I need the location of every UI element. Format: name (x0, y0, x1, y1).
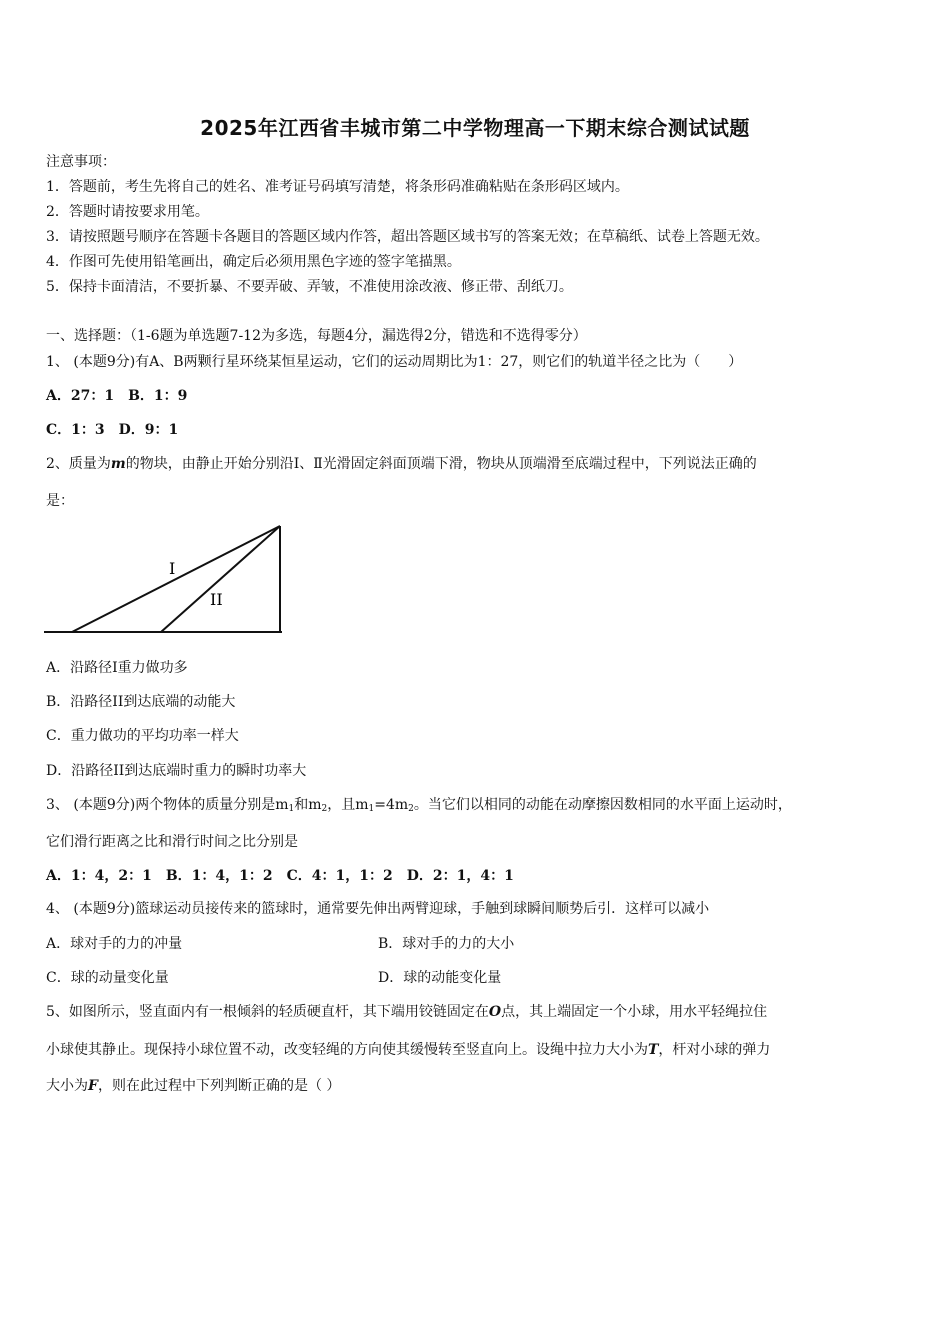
question-2-stem-cont: 是： (46, 493, 74, 509)
path-1-label: I (169, 559, 176, 578)
path-2-label: II (210, 590, 223, 609)
page-title: 2025年江西省丰城市第二中学物理高一下期末综合测试试题 (200, 116, 750, 140)
question-4-option-b: B．球对手的力的大小 (378, 936, 515, 952)
notice-heading: 注意事项： (46, 154, 116, 170)
section-heading: 一、选择题：（1-6题为单选题7-12为多选，每题4分，漏选得2分，错选和不选得零分） (46, 328, 587, 344)
var-m: m (110, 456, 126, 472)
question-4-option-a: A．球对手的力的冲量 (46, 936, 183, 952)
notice-item: 4．作图可先使用铅笔画出，确定后必须用黑色字迹的签字笔描黑。 (46, 254, 461, 270)
question-3-options: A．1：4，2：1 B．1：4，1：2 C．4：1，1：2 D．2：1，4：1 (46, 868, 514, 884)
question-4-stem: 4、 (本题9分)篮球运动员接传来的篮球时，通常要先伸出两臂迎球，手触到球瞬间顺势后引．这样可以减小 (46, 901, 710, 917)
incline-figure (44, 520, 290, 636)
incline-path-1 (72, 526, 280, 632)
question-3-stem-cont: 它们滑行距离之比和滑行时间之比分别是 (46, 834, 298, 850)
question-2-option-b: B．沿路径II到达底端的动能大 (46, 694, 236, 710)
question-2-stem: 2、质量为m的物块，由静止开始分别沿Ⅰ、Ⅱ光滑固定斜面顶端下滑，物块从顶端滑至底端过程中，下列说法正确的 (46, 456, 757, 472)
question-4-option-d: D．球的动能变化量 (378, 970, 502, 986)
question-1-options-cd: C．1：3 D．9：1 (46, 422, 179, 438)
incline-path-2 (161, 526, 280, 632)
question-3-stem: 3、 (本题9分)两个物体的质量分别是$m_1$和$m_2$，且$m_1=4m_2$。当它们以相同的动能在动摩擦因数相同的水平面上运动时， (46, 797, 792, 814)
question-2-option-d: D．沿路径II到达底端时重力的瞬时功率大 (46, 763, 307, 779)
question-1-options-ab: A．27：1 B．1：9 (46, 388, 188, 404)
question-5-stem: 5、如图所示，竖直面内有一根倾斜的轻质硬直杆，其下端用铰链固定在O点，其上端固定一个小球，用水平轻绳拉住 (46, 1004, 768, 1020)
question-2-option-a: A．沿路径Ⅰ重力做功多 (46, 660, 188, 676)
notice-item: 1．答题前，考生先将自己的姓名、准考证号码填写清楚，将条形码准确粘贴在条形码区域内。 (46, 179, 629, 195)
notice-item: 2．答题时请按要求用笔。 (46, 204, 209, 220)
notice-item: 3．请按照题号顺序在答题卡各题目的答题区域内作答，超出答题区域书写的答案无效；在草稿纸、试卷上答题无效。 (46, 229, 769, 245)
question-1-stem: 1、 (本题9分)有A、B两颗行星环绕某恒星运动，它们的运动周期比为1：27，则它们的轨道半径之比为（ ） (46, 354, 743, 370)
question-5-stem-cont: 大小为F，则在此过程中下列判断正确的是（ ） (46, 1078, 341, 1094)
question-4-option-c: C．球的动量变化量 (46, 970, 169, 986)
question-5-stem-cont: 小球使其静止。现保持小球位置不动，改变轻绳的方向使其缓慢转至竖直向上。设绳中拉力大小为T，杆对小球的弹力 (46, 1042, 771, 1058)
notice-item: 5．保持卡面清洁，不要折暴、不要弄破、弄皱，不准使用涂改液、修正带、刮纸刀。 (46, 279, 573, 295)
question-2-option-c: C．重力做功的平均功率一样大 (46, 728, 239, 744)
